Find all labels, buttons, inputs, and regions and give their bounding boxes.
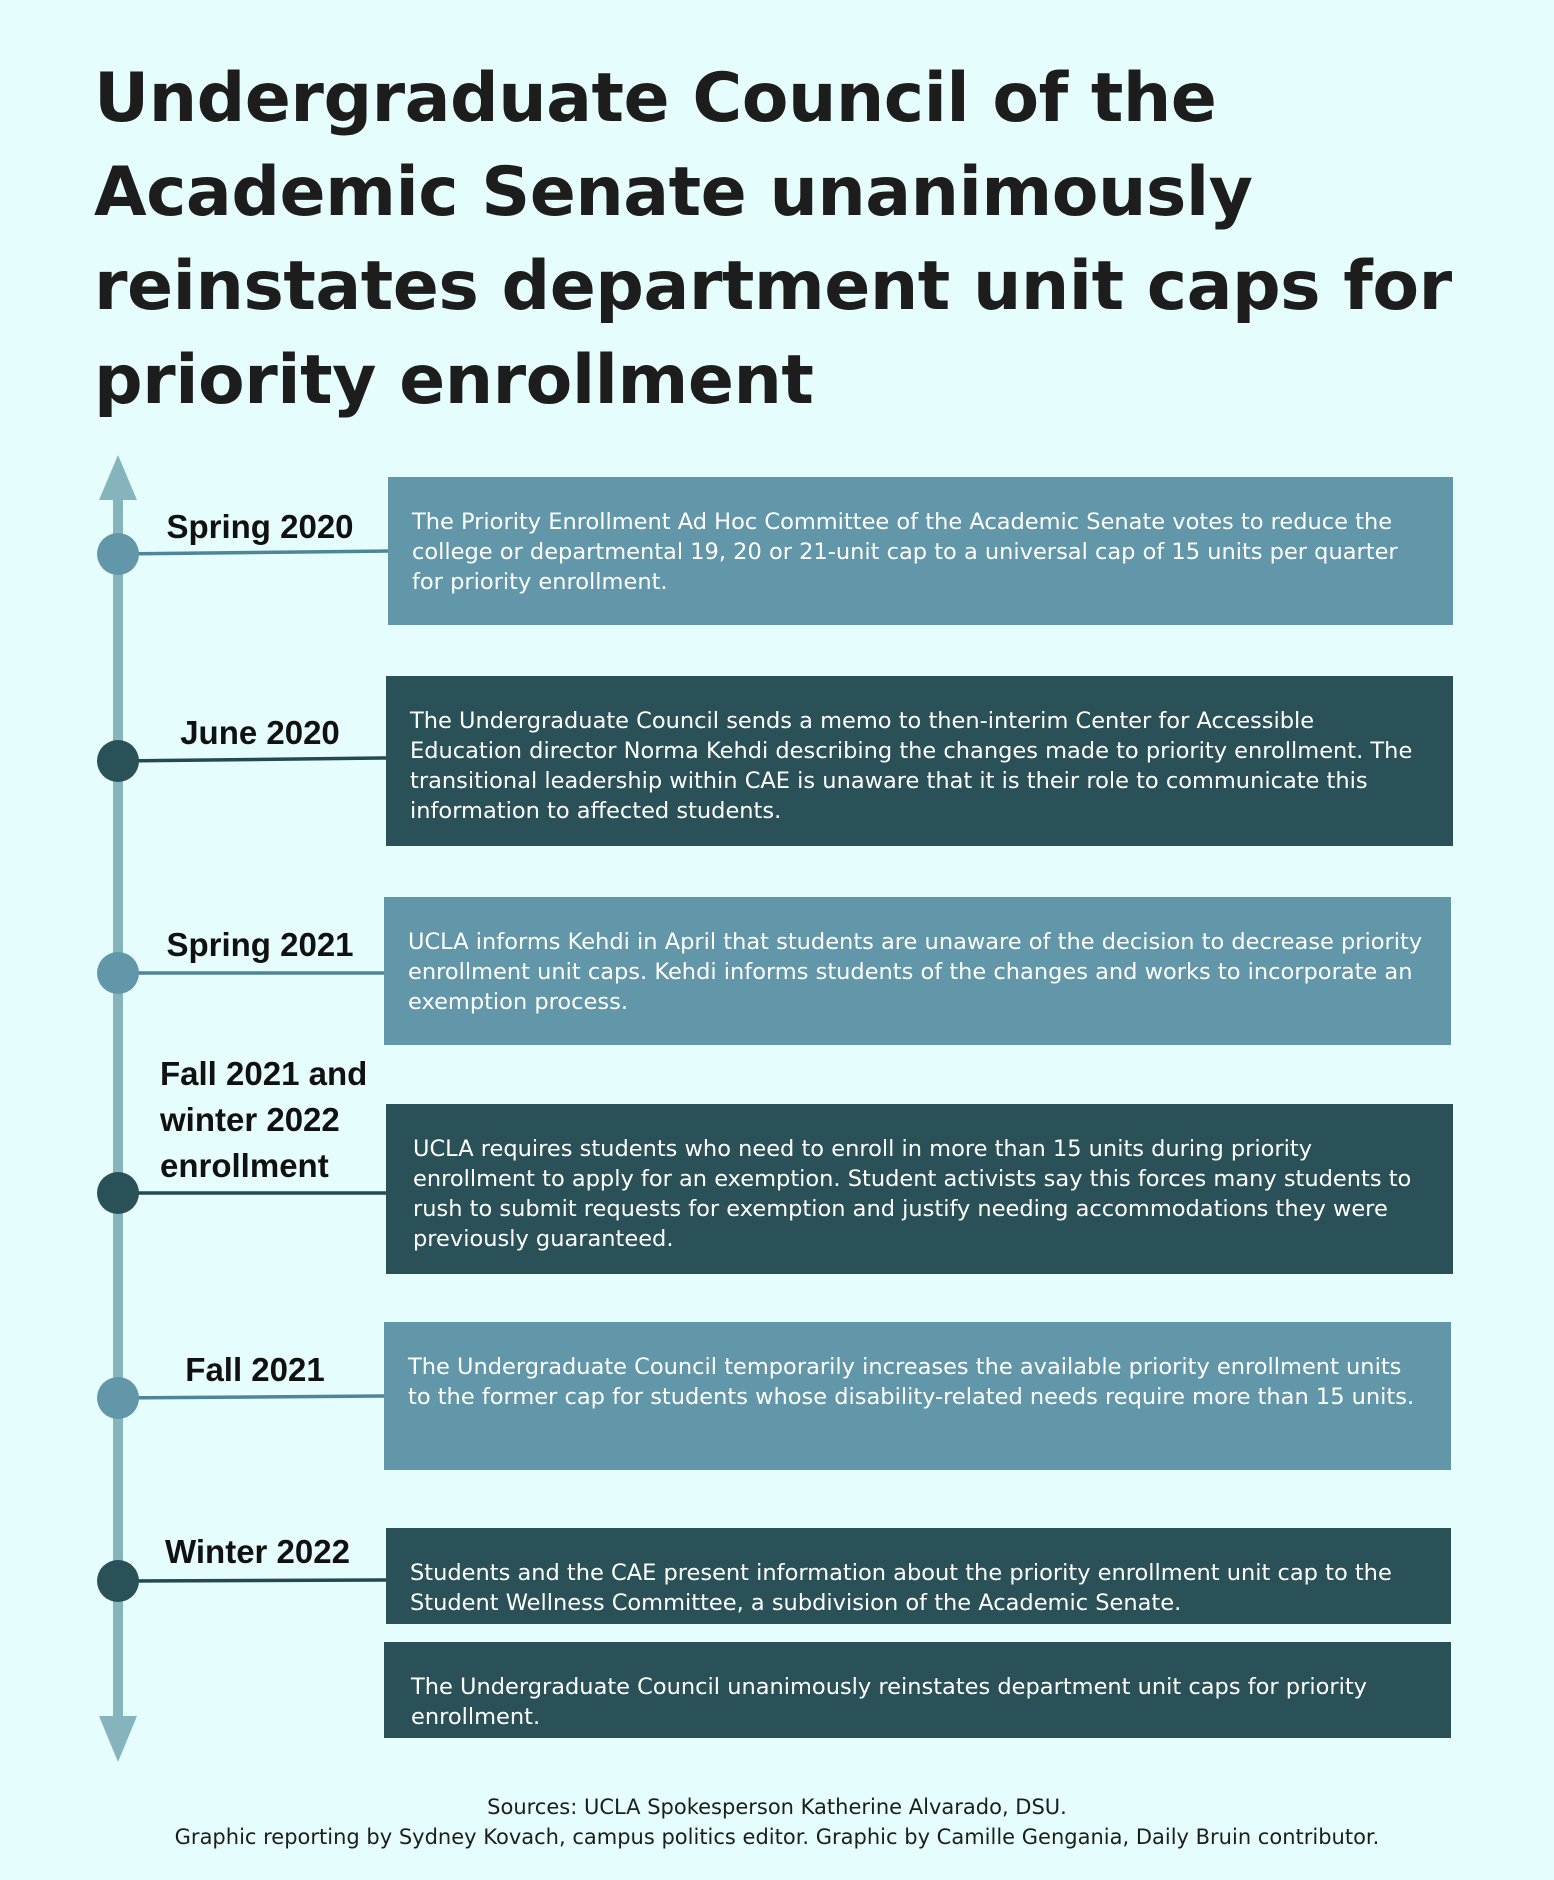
timeline-dot-spring-2020: [97, 533, 139, 575]
event-box: UCLA informs Kehdi in April that students are unaware of the decision to decrease priority enrollment unit caps. Kehdi informs students of the changes and works to incorporate an exemption process.: [384, 897, 1451, 1045]
timeline-date: Winter 2022: [165, 1533, 350, 1570]
timeline-date: Fall 2021: [185, 1351, 325, 1388]
timeline-date: Spring 2020: [166, 508, 354, 545]
arrow-down-icon: [99, 1716, 137, 1762]
timeline-dot-spring-2021: [97, 952, 139, 994]
arrow-up-icon: [99, 455, 137, 500]
event-box: UCLA requires students who need to enroll in more than 15 units during priority enrollment to apply for an exemption. Student activists say this forces many students to rush to submit requests for exemption and justify needing accommodations they were previously guaranteed.: [386, 1104, 1453, 1274]
event-box: The Undergraduate Council sends a memo to then-interim Center for Accessible Education director Norma Kehdi describing the changes made to priority enrollment. The transitional leadership within CAE is unaware that it is their role to communicate this information to affected students.: [386, 676, 1453, 846]
timeline-date: June 2020: [180, 714, 340, 751]
timeline-dot-june-2020: [97, 740, 139, 782]
footer-credits: [0, 1792, 1554, 1852]
timeline-dot-fall-winter: [97, 1172, 139, 1214]
page-title: Undergraduate Council of the Academic Senate unanimously reinstates department unit caps for priority enrollment: [94, 59, 1452, 420]
event-box: The Undergraduate Council temporarily increases the available priority enrollment units to the former cap for students whose disability-related needs require more than 15 units.: [384, 1322, 1451, 1470]
timeline-dot-winter-2022: [97, 1560, 139, 1602]
event-box: The Undergraduate Council unanimously reinstates department unit caps for priority enrollment.: [384, 1642, 1451, 1738]
connector-june-2020: [118, 758, 386, 761]
connector-spring-2020: [118, 551, 388, 554]
footer-graphic-credits: Graphic reporting by Sydney Kovach, campus politics editor. Graphic by Camille Gengania, Daily Bruin contributor.: [174, 1825, 1380, 1849]
timeline-date: Spring 2021: [166, 926, 354, 963]
event-box: Students and the CAE present information about the priority enrollment unit cap to the Student Wellness Committee, a subdivision of the Academic Senate.: [386, 1528, 1451, 1624]
connector-winter-2022: [118, 1580, 386, 1581]
connector-fall-2021: [118, 1396, 386, 1398]
event-box: The Priority Enrollment Ad Hoc Committee of the Academic Senate votes to reduce the college or departmental 19, 20 or 21-unit cap to a universal cap of 15 units per quarter for priority enrollment.: [388, 477, 1453, 625]
footer-sources: Sources: UCLA Spokesperson Katherine Alvarado, DSU.: [487, 1795, 1067, 1819]
timeline-dot-fall-2021: [97, 1377, 139, 1419]
timeline-date: Fall 2021 and winter 2022 enrollment: [160, 1055, 368, 1184]
